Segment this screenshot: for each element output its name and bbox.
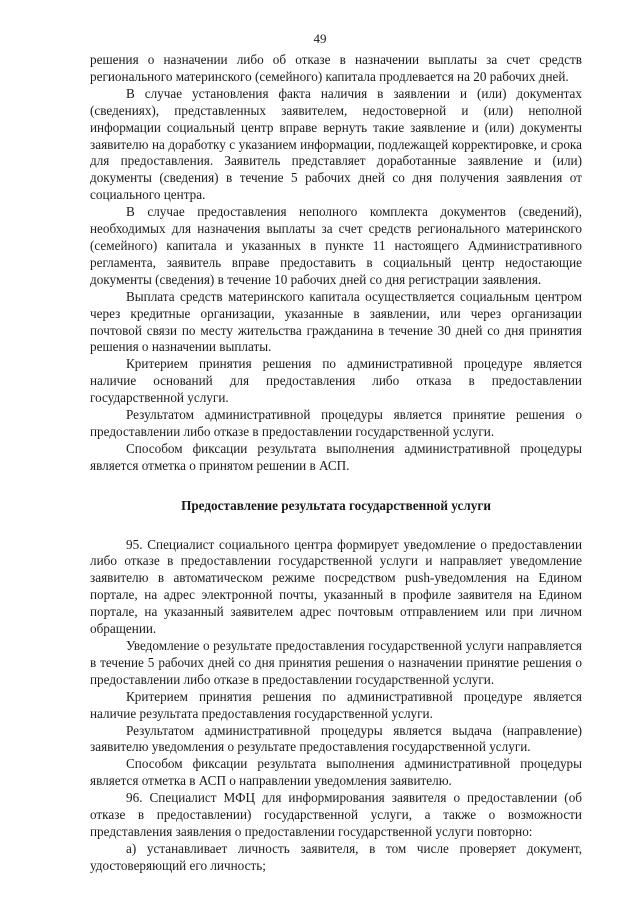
paragraph: Способом фиксации результата выполнения административной процедуры является отметка о принятом решении в АСП.: [90, 440, 582, 473]
paragraph: 96. Специалист МФЦ для информирования заявителя о предоставлении (об отказе в предоставлении) государственной услуги, а также о возможности представления заявления о предоставлении государственной услуги повторно:: [90, 790, 582, 839]
paragraph: Результатом административной процедуры является принятие решения о предоставлении либо отказе в предоставлении государственной услуги.: [90, 407, 582, 439]
paragraph: Выплата средств материнского капитала осуществляется социальным центром через кредитные организации, указанные в заявлении, или через организации почтовой связи по месту жительства гражданина в течение 30 дней со дня принятия решения о назначении выплаты.: [90, 288, 582, 355]
paragraph: Способом фиксации результата выполнения административной процедуры является отметка в АСП о направлении уведомления заявителю.: [90, 756, 582, 789]
paragraph: В случае установления факта наличия в заявлении и (или) документах (сведениях), представленных заявителем, недостоверной и (или) неполной информации социальный центр вправе вернуть такие заявление и (или) документы заявителю на доработку с указанием информации, подлежащей корректировке, и срока для предоставления. Заявитель представляет доработанные заявление и (или) документы (сведения) в течение 5 рабочих дней со дня получения заявления от социального центра.: [90, 85, 582, 203]
paragraph: Критерием принятия решения по административной процедуре является наличие оснований для предоставления либо отказа в предоставлении государственной услуги.: [90, 356, 582, 406]
paragraphs-before: [90, 52, 582, 475]
page-number: 49: [313, 31, 327, 46]
paragraph: Критерием принятия решения по административной процедуре является наличие результата предоставления государственной услуги.: [90, 688, 582, 721]
paragraphs-after: [90, 537, 582, 875]
paragraph: Результатом административной процедуры является выдача (направление) заявителю уведомления о результате предоставления государственной услуги.: [90, 722, 582, 755]
paragraph: решения о назначении либо об отказе в назначении выплаты за счет средств регионального материнского (семейного) капитала продлевается на 20 рабочих дней.: [90, 52, 582, 84]
section-heading: Предоставление результата государственной услуги: [181, 497, 491, 513]
paragraph: В случае предоставления неполного комплекта документов (сведений), необходимых для назначения выплаты за счет средств регионального материнского (семейного) капитала и указанных в пункте 11 настоящего Административного регламента, заявитель вправе предоставить в социальный центр недостающие документы (сведения) в течение 10 рабочих дней со дня регистрации заявления.: [90, 204, 582, 287]
body-text: [90, 52, 582, 875]
paragraph: а) устанавливает личность заявителя, в том числе проверяет документ, удостоверяющий его личность;: [90, 840, 582, 873]
paragraph: Уведомление о результате предоставления государственной услуги направляется в течение 5 рабочих дней со дня принятия решения о назначении принятие решения о предоставлении либо отказе в предоставлении государственной услуги.: [90, 638, 582, 687]
paragraph: 95. Специалист социального центра формирует уведомление о предоставлении либо отказе в предоставлении государственной услуги и направляет уведомление заявителю в автоматическом режиме посредством push-уведомления на Едином портале, на адрес электронной почты, указанный в профиле заявителя на Едином портале, на указанный заявителем адрес почтовым отправлением или при личном обращении.: [90, 536, 582, 637]
